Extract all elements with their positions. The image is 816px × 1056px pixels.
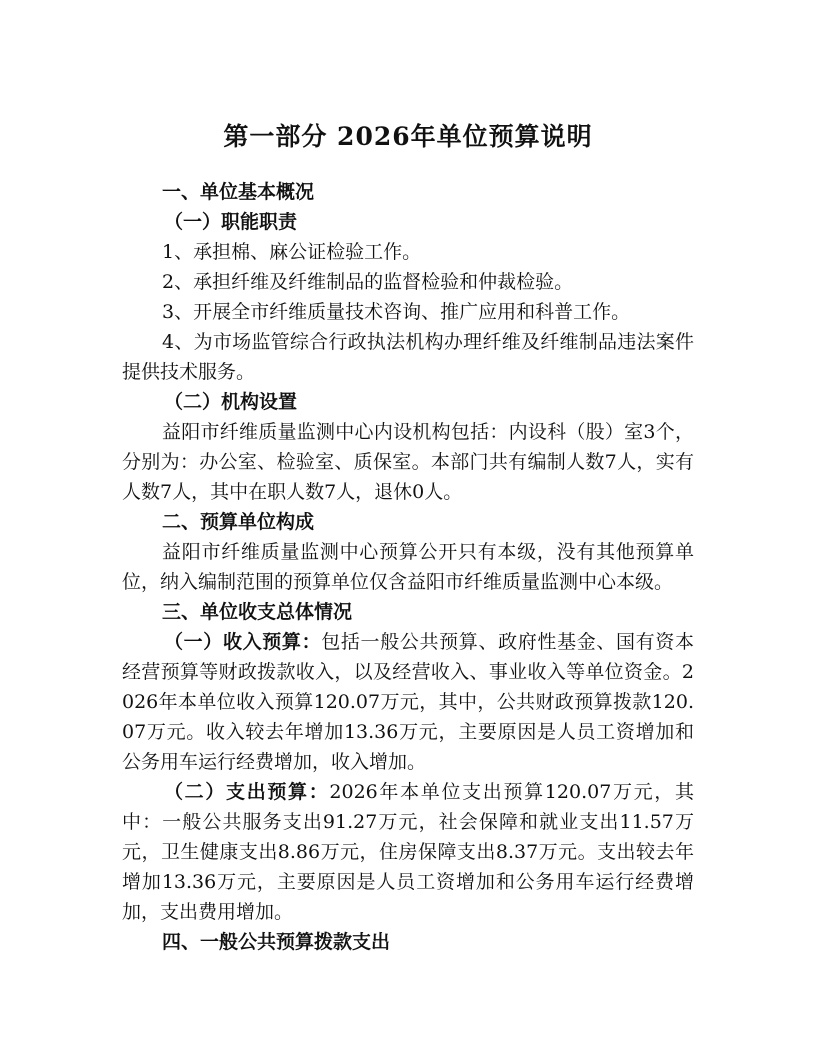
section-heading-revenue-expenditure: 三、单位收支总体情况 [162, 601, 353, 623]
section-heading-general-budget: 四、一般公共预算拨款支出 [162, 931, 391, 953]
duty-item-3: 3、开展全市纤维质量技术咨询、推广应用和科普工作。 [162, 301, 631, 323]
subsection-heading-organization: （二）机构设置 [164, 391, 298, 413]
income-paragraph [122, 627, 694, 777]
expense-lead-label: （二）支出预算： [164, 781, 330, 803]
income-lead-label: （一）收入预算： [164, 631, 322, 653]
organization-paragraph: 益阳市纤维质量监测中心内设机构包括：内设科（股）室3个，分别为：办公室、检验室、质保室。本部门共有编制人数7人，实有人数7人，其中在职人数7人，退休0人。 [122, 421, 694, 503]
income-text: 包括一般公共预算、政府性基金、国有资本经营预算等财政拨款收入，以及经营收入、事业收入等单位资金。2026年本单位收入预算120.07万元，其中，公共财政预算拨款120.07万元。收入较去年增加13.36万元，主要原因是人员工资增加和公务用车运行经费增加，收入增加。 [122, 631, 694, 773]
duty-item-2: 2、承担纤维及纤维制品的监督检验和仲裁检验。 [162, 271, 574, 293]
duty-item-4: 4、为市场监管综合行政执法机构办理纤维及纤维制品违法案件提供技术服务。 [122, 331, 694, 383]
section-heading-budget-units: 二、预算单位构成 [162, 511, 315, 533]
page-title: 第一部分 2026年单位预算说明 [223, 122, 593, 151]
expense-text: 2026年本单位支出预算120.07万元，其中：一般公共服务支出91.27万元，社会保障和就业支出11.57万元，卫生健康支出8.86万元，住房保障支出8.37万元。支出较去年增加13.36万元，主要原因是人员工资增加和公务用车运行经费增加，支出费用增加。 [122, 781, 694, 923]
subsection-heading-duties: （一）职能职责 [164, 211, 298, 233]
duty-item-1: 1、承担棉、麻公证检验工作。 [162, 241, 422, 263]
expense-paragraph [122, 777, 694, 927]
document-body [122, 177, 694, 957]
section-heading-unit-overview: 一、单位基本概况 [162, 181, 315, 203]
budget-units-paragraph: 益阳市纤维质量监测中心预算公开只有本级，没有其他预算单位，纳入编制范围的预算单位仅含益阳市纤维质量监测中心本级。 [122, 541, 694, 593]
